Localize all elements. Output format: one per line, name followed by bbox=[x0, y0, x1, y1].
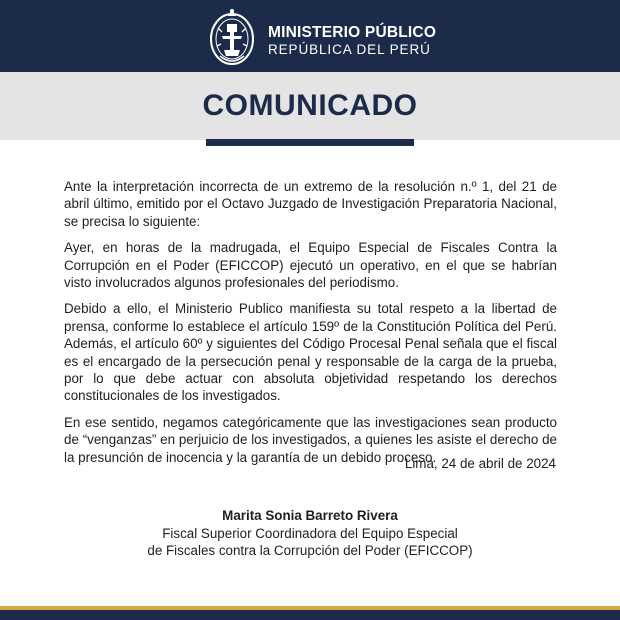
paragraph-3: Debido a ello, el Ministerio Publico manifiesta su total respeto a la libertad de prensa, conforme lo establece el artículo 159º de la Constitución Política del Perú. Además, el artículo 60º y siguientes del Código Procesal Penal señala que el fiscal es el encargado de la persecución penal y responsable de la carga de la prueba, por lo que debe actuar con absoluta objetividad respetando los derechos constitucionales de los investigados. bbox=[64, 301, 557, 404]
signer-name: Marita Sonia Barreto Rivera bbox=[222, 508, 398, 523]
footer-bar bbox=[0, 610, 620, 620]
paragraph-2: Ayer, en horas de la madrugada, el Equipo Especial de Fiscales Contra la Corrupción en el Poder (EFICCOP) ejecutó un operativo, en el que se habrían visto involucrados algunos profesionales del periodismo. bbox=[64, 240, 557, 291]
paragraph-1: Ante la interpretación incorrecta de un extremo de la resolución n.º 1, del 21 de abril último, emitido por el Octavo Juzgado de Investigación Preparatoria Nacional, se precisa lo siguiente: bbox=[64, 179, 557, 229]
statement-body bbox=[64, 178, 557, 475]
signer-title bbox=[0, 525, 620, 559]
header-bar bbox=[0, 0, 620, 72]
brand-subtitle: REPÚBLICA DEL PERÚ bbox=[268, 42, 431, 57]
brand-name: MINISTERIO PÚBLICO bbox=[268, 24, 437, 41]
title-underline bbox=[206, 139, 414, 146]
coat-of-arms-icon bbox=[208, 6, 256, 68]
brand-block bbox=[268, 25, 436, 57]
paragraph-4: En ese sentido, negamos categóricamente que las investigaciones sean producto de “venganzas” en perjuicio de los investigados, a quienes les asiste el derecho de la presunción de inocencia y la garantía de un debido proceso. bbox=[64, 414, 557, 465]
date-line: Lima, 24 de abril de 2024 bbox=[404, 456, 556, 471]
signer-title-line-1: Fiscal Superior Coordinadora del Equipo Especial bbox=[162, 526, 458, 541]
page-title: COMUNICADO bbox=[202, 89, 418, 122]
signer-title-line-2: de Fiscales contra la Corrupción del Poder (EFICCOP) bbox=[147, 543, 473, 558]
